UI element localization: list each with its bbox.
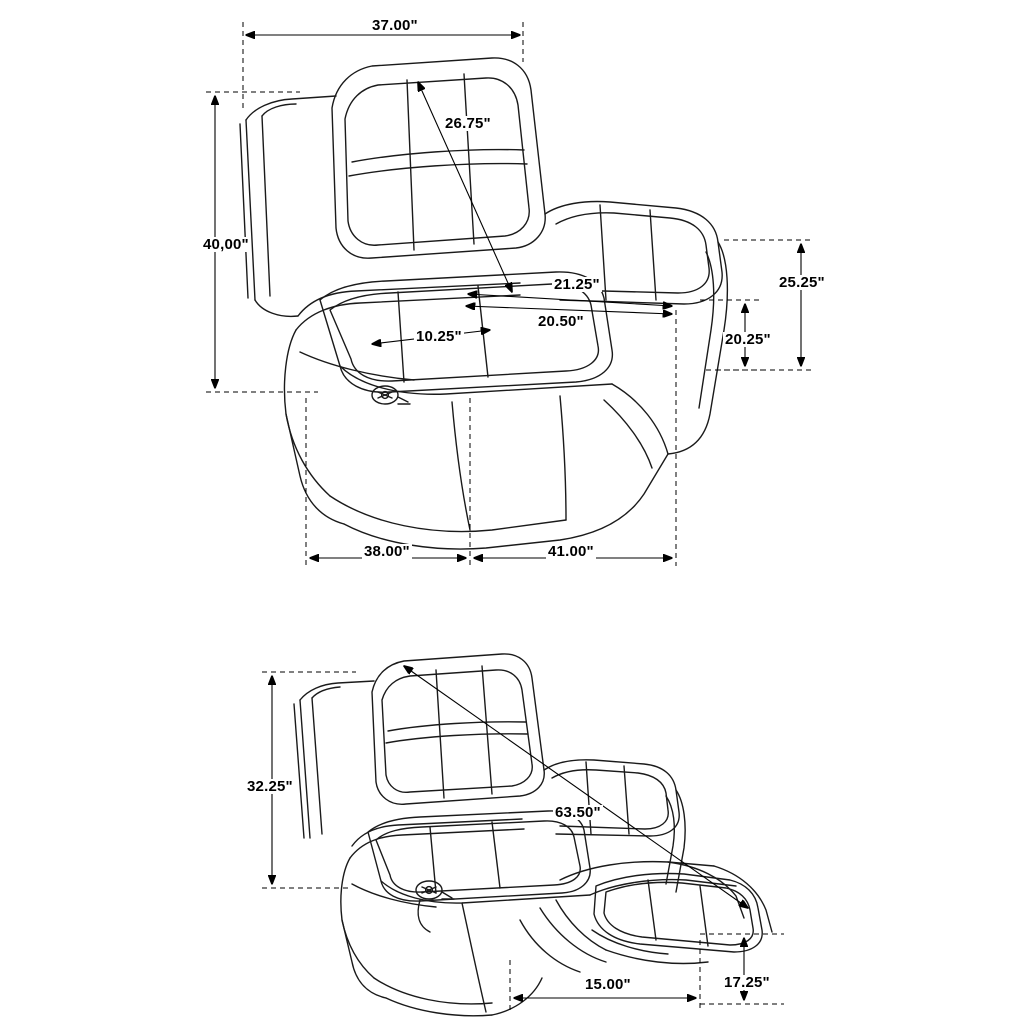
dimension-label-overall-height: 40,00" [203, 236, 249, 253]
dimension-label-seat-height: 20.25" [725, 331, 771, 348]
dimension-label-base-depth: 38.00" [364, 543, 410, 560]
dimension-label-width-top: 37.00" [372, 17, 418, 34]
dimension-label-seat-width: 20.50" [538, 313, 584, 330]
dimension-label-seat-diagonal: 21.25" [554, 276, 600, 293]
dimension-label-reclined-height: 32.25" [247, 778, 293, 795]
dimension-label-reclined-length: 63.50" [555, 804, 601, 821]
dimension-label-base-length: 15.00" [585, 976, 631, 993]
dimension-label-footrest-height: 17.25" [724, 974, 770, 991]
dimension-label-overall-depth: 41.00" [548, 543, 594, 560]
dimension-label-arm-depth: 10.25" [416, 328, 462, 345]
dimension-label-arm-height-right: 25.25" [779, 274, 825, 291]
dimension-lines [206, 22, 812, 1010]
recliner-handle [372, 386, 410, 404]
dimension-label-back-diagonal: 26.75" [445, 115, 491, 132]
